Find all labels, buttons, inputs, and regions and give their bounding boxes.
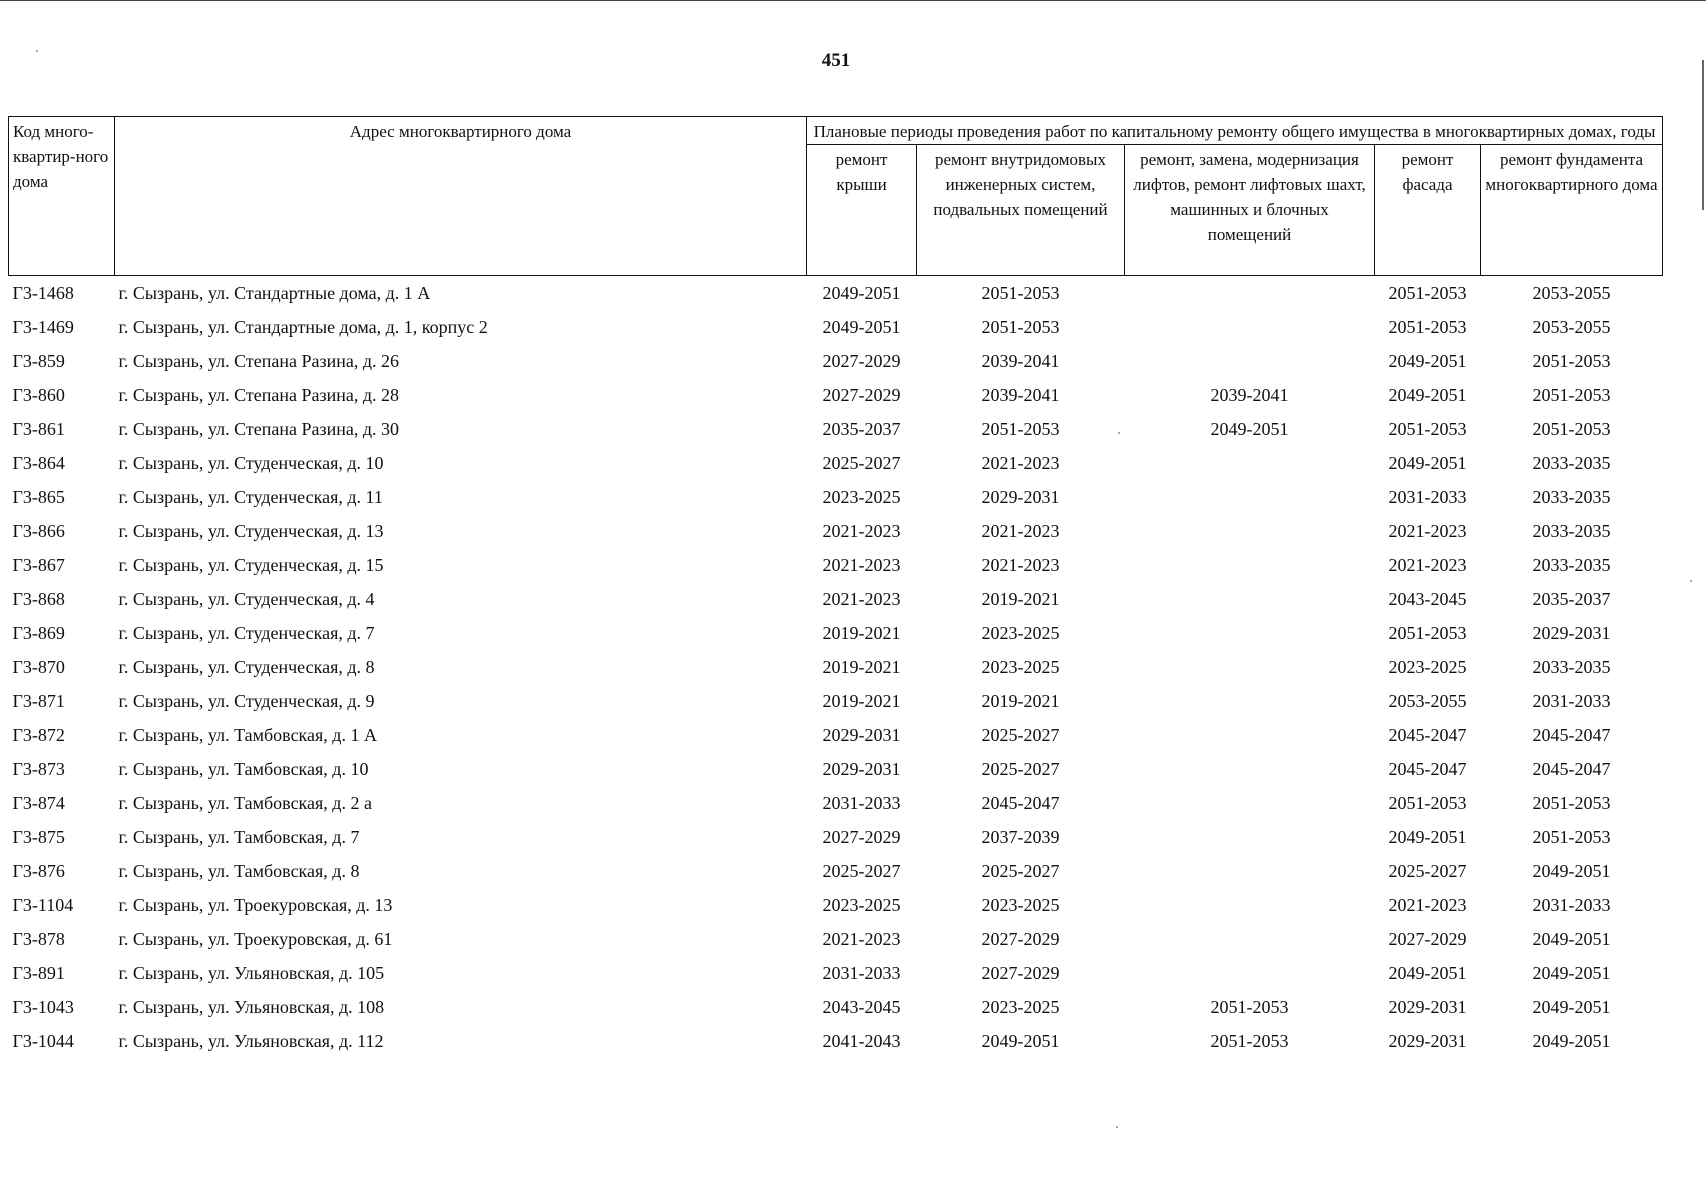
table-row [9, 446, 1663, 480]
cell-foundation: 2029-2031 [1532, 622, 1611, 643]
cell-code: Г3-878 [12, 928, 65, 949]
page-number: 451 [821, 50, 851, 71]
cell-facade: 2049-2051 [1388, 452, 1467, 473]
cell-facade: 2025-2027 [1388, 860, 1467, 881]
cell-engineering: 2021-2023 [981, 520, 1060, 541]
table-row [9, 820, 1663, 854]
cell-facade: 2051-2053 [1388, 792, 1467, 813]
cell-code: Г3-870 [12, 656, 65, 677]
cell-roof: 2043-2045 [822, 996, 901, 1017]
cell-address: г. Сызрань, ул. Студенческая, д. 11 [118, 486, 383, 507]
cell-lifts [1125, 514, 1375, 548]
cell-code: Г3-869 [12, 622, 65, 643]
cell-facade: 2051-2053 [1388, 316, 1467, 337]
header-facade: ремонт фасада [1375, 145, 1481, 276]
cell-code: Г3-873 [12, 758, 65, 779]
cell-roof: 2021-2023 [822, 554, 901, 575]
cell-engineering: 2023-2025 [981, 622, 1060, 643]
table-row [9, 276, 1663, 311]
cell-lifts [1125, 616, 1375, 650]
cell-facade: 2029-2031 [1388, 996, 1467, 1017]
cell-engineering: 2021-2023 [981, 452, 1060, 473]
cell-lifts [1125, 956, 1375, 990]
table-row [9, 310, 1663, 344]
table-row [9, 616, 1663, 650]
cell-facade: 2049-2051 [1388, 826, 1467, 847]
cell-address: г. Сызрань, ул. Студенческая, д. 10 [118, 452, 384, 473]
cell-roof: 2025-2027 [822, 860, 901, 881]
cell-facade: 2021-2023 [1388, 894, 1467, 915]
cell-address: г. Сызрань, ул. Студенческая, д. 8 [118, 656, 375, 677]
cell-foundation: 2049-2051 [1532, 996, 1611, 1017]
cell-foundation: 2053-2055 [1532, 282, 1611, 303]
cell-roof: 2049-2051 [822, 316, 901, 337]
cell-engineering: 2023-2025 [981, 894, 1060, 915]
cell-lifts: 2039-2041 [1210, 384, 1289, 405]
table-row [9, 718, 1663, 752]
cell-foundation: 2051-2053 [1532, 418, 1611, 439]
cell-address: г. Сызрань, ул. Ульяновская, д. 105 [118, 962, 385, 983]
cell-roof: 2027-2029 [822, 826, 901, 847]
cell-foundation: 2049-2051 [1532, 928, 1611, 949]
cell-foundation: 2053-2055 [1532, 316, 1611, 337]
cell-roof: 2019-2021 [822, 622, 901, 643]
cell-lifts: 2051-2053 [1210, 996, 1289, 1017]
cell-foundation: 2051-2053 [1532, 792, 1611, 813]
cell-engineering: 2021-2023 [981, 554, 1060, 575]
cell-engineering: 2045-2047 [981, 792, 1060, 813]
cell-code: Г3-1469 [12, 316, 74, 337]
cell-code: Г3-1104 [12, 894, 74, 915]
header-roof: ремонт крыши [807, 145, 917, 276]
table-row [9, 752, 1663, 786]
scan-speck [1690, 580, 1692, 582]
cell-facade: 2045-2047 [1388, 724, 1467, 745]
cell-code: Г3-859 [12, 350, 65, 371]
cell-facade: 2027-2029 [1388, 928, 1467, 949]
cell-address: г. Сызрань, ул. Студенческая, д. 15 [118, 554, 384, 575]
cell-code: Г3-860 [12, 384, 65, 405]
cell-engineering: 2049-2051 [981, 1030, 1060, 1051]
table-row [9, 412, 1663, 446]
table-row [9, 1024, 1663, 1058]
cell-roof: 2021-2023 [822, 520, 901, 541]
cell-foundation: 2051-2053 [1532, 350, 1611, 371]
table-row [9, 480, 1663, 514]
cell-lifts [1125, 446, 1375, 480]
cell-address: г. Сызрань, ул. Степана Разина, д. 30 [118, 418, 399, 439]
table-row [9, 344, 1663, 378]
header-address: Адрес многоквартирного дома [115, 117, 807, 276]
cell-roof: 2023-2025 [822, 486, 901, 507]
table-row [9, 956, 1663, 990]
cell-address: г. Сызрань, ул. Ульяновская, д. 112 [118, 1030, 384, 1051]
header-foundation: ремонт фундамента многоквартирного дома [1481, 145, 1663, 276]
cell-facade: 2053-2055 [1388, 690, 1467, 711]
cell-lifts [1125, 854, 1375, 888]
cell-foundation: 2033-2035 [1532, 452, 1611, 473]
top-edge-line [0, 0, 1706, 1]
cell-address: г. Сызрань, ул. Ульяновская, д. 108 [118, 996, 385, 1017]
cell-roof: 2029-2031 [822, 758, 901, 779]
cell-facade: 2029-2031 [1388, 1030, 1467, 1051]
cell-roof: 2025-2027 [822, 452, 901, 473]
table-row [9, 888, 1663, 922]
cell-address: г. Сызрань, ул. Тамбовская, д. 1 А [118, 724, 377, 745]
cell-foundation: 2045-2047 [1532, 724, 1611, 745]
cell-roof: 2029-2031 [822, 724, 901, 745]
cell-foundation: 2051-2053 [1532, 384, 1611, 405]
cell-lifts [1125, 888, 1375, 922]
cell-lifts [1125, 718, 1375, 752]
cell-lifts [1125, 480, 1375, 514]
cell-foundation: 2049-2051 [1532, 962, 1611, 983]
header-code: Код много-квартир-ного дома [9, 117, 115, 276]
cell-lifts [1125, 820, 1375, 854]
cell-code: Г3-867 [12, 554, 65, 575]
cell-engineering: 2027-2029 [981, 928, 1060, 949]
header-engineering: ремонт внутридомовых инженерных систем, подвальных помещений [917, 145, 1125, 276]
cell-facade: 2021-2023 [1388, 554, 1467, 575]
cell-code: Г3-875 [12, 826, 65, 847]
cell-foundation: 2033-2035 [1532, 486, 1611, 507]
scan-speck [36, 50, 38, 52]
cell-engineering: 2023-2025 [981, 656, 1060, 677]
cell-roof: 2041-2043 [822, 1030, 901, 1051]
cell-facade: 2031-2033 [1388, 486, 1467, 507]
cell-roof: 2019-2021 [822, 690, 901, 711]
cell-address: г. Сызрань, ул. Тамбовская, д. 7 [118, 826, 360, 847]
cell-facade: 2049-2051 [1388, 384, 1467, 405]
cell-roof: 2021-2023 [822, 588, 901, 609]
cell-foundation: 2033-2035 [1532, 656, 1611, 677]
cell-engineering: 2029-2031 [981, 486, 1060, 507]
cell-foundation: 2035-2037 [1532, 588, 1611, 609]
cell-facade: 2045-2047 [1388, 758, 1467, 779]
cell-lifts [1125, 582, 1375, 616]
cell-foundation: 2045-2047 [1532, 758, 1611, 779]
cell-facade: 2051-2053 [1388, 282, 1467, 303]
cell-code: Г3-865 [12, 486, 65, 507]
cell-code: Г3-866 [12, 520, 65, 541]
cell-engineering: 2019-2021 [981, 588, 1060, 609]
table-row [9, 684, 1663, 718]
cell-lifts [1125, 922, 1375, 956]
table-body [9, 276, 1663, 1059]
cell-code: Г3-1043 [12, 996, 74, 1017]
cell-address: г. Сызрань, ул. Студенческая, д. 13 [118, 520, 384, 541]
cell-code: Г3-864 [12, 452, 65, 473]
cell-address: г. Сызрань, ул. Тамбовская, д. 8 [118, 860, 360, 881]
cell-address: г. Сызрань, ул. Стандартные дома, д. 1, корпус 2 [118, 316, 488, 337]
cell-engineering: 2027-2029 [981, 962, 1060, 983]
cell-lifts [1125, 548, 1375, 582]
header-lifts: ремонт, замена, модернизация лифтов, ремонт лифтовых шахт, машинных и блочных помещений [1125, 145, 1375, 276]
cell-address: г. Сызрань, ул. Студенческая, д. 4 [118, 588, 375, 609]
table-row [9, 650, 1663, 684]
cell-lifts [1125, 650, 1375, 684]
table-row [9, 378, 1663, 412]
cell-engineering: 2039-2041 [981, 384, 1060, 405]
table-row [9, 922, 1663, 956]
table-row [9, 854, 1663, 888]
cell-foundation: 2033-2035 [1532, 520, 1611, 541]
cell-facade: 2049-2051 [1388, 350, 1467, 371]
cell-address: г. Сызрань, ул. Степана Разина, д. 28 [118, 384, 399, 405]
cell-roof: 2035-2037 [822, 418, 901, 439]
right-edge-line [1702, 60, 1704, 210]
cell-roof: 2031-2033 [822, 792, 901, 813]
cell-address: г. Сызрань, ул. Тамбовская, д. 2 а [118, 792, 372, 813]
cell-code: Г3-872 [12, 724, 65, 745]
cell-engineering: 2025-2027 [981, 758, 1060, 779]
cell-lifts [1125, 684, 1375, 718]
cell-lifts [1125, 786, 1375, 820]
cell-address: г. Сызрань, ул. Студенческая, д. 7 [118, 622, 375, 643]
cell-lifts: 2051-2053 [1210, 1030, 1289, 1051]
cell-roof: 2019-2021 [822, 656, 901, 677]
cell-engineering: 2037-2039 [981, 826, 1060, 847]
cell-engineering: 2051-2053 [981, 282, 1060, 303]
scan-speck [1118, 432, 1120, 434]
cell-engineering: 2025-2027 [981, 724, 1060, 745]
cell-code: Г3-1044 [12, 1030, 74, 1051]
cell-foundation: 2033-2035 [1532, 554, 1611, 575]
cell-lifts [1125, 310, 1375, 344]
repair-schedule-table [8, 116, 1663, 1058]
cell-address: г. Сызрань, ул. Тамбовская, д. 10 [118, 758, 369, 779]
cell-engineering: 2025-2027 [981, 860, 1060, 881]
cell-code: Г3-891 [12, 962, 65, 983]
cell-lifts [1125, 276, 1375, 311]
table-row [9, 548, 1663, 582]
cell-code: Г3-868 [12, 588, 65, 609]
cell-roof: 2021-2023 [822, 928, 901, 949]
cell-code: Г3-861 [12, 418, 65, 439]
cell-facade: 2021-2023 [1388, 520, 1467, 541]
cell-code: Г3-874 [12, 792, 65, 813]
cell-roof: 2031-2033 [822, 962, 901, 983]
cell-roof: 2049-2051 [822, 282, 901, 303]
cell-foundation: 2031-2033 [1532, 690, 1611, 711]
cell-roof: 2027-2029 [822, 350, 901, 371]
table-row [9, 582, 1663, 616]
cell-facade: 2043-2045 [1388, 588, 1467, 609]
cell-engineering: 2023-2025 [981, 996, 1060, 1017]
cell-code: Г3-876 [12, 860, 65, 881]
cell-engineering: 2051-2053 [981, 316, 1060, 337]
cell-engineering: 2039-2041 [981, 350, 1060, 371]
table-row [9, 514, 1663, 548]
cell-address: г. Сызрань, ул. Студенческая, д. 9 [118, 690, 375, 711]
cell-foundation: 2049-2051 [1532, 1030, 1611, 1051]
cell-roof: 2023-2025 [822, 894, 901, 915]
cell-lifts [1125, 752, 1375, 786]
cell-address: г. Сызрань, ул. Троекуровская, д. 13 [118, 894, 393, 915]
cell-lifts: 2049-2051 [1210, 418, 1289, 439]
cell-lifts [1125, 344, 1375, 378]
cell-foundation: 2031-2033 [1532, 894, 1611, 915]
header-periods: Плановые периоды проведения работ по капитальному ремонту общего имущества в многоквартирных домах, годы [807, 117, 1663, 145]
cell-facade: 2023-2025 [1388, 656, 1467, 677]
cell-engineering: 2051-2053 [981, 418, 1060, 439]
cell-foundation: 2049-2051 [1532, 860, 1611, 881]
cell-facade: 2051-2053 [1388, 418, 1467, 439]
cell-engineering: 2019-2021 [981, 690, 1060, 711]
cell-roof: 2027-2029 [822, 384, 901, 405]
cell-facade: 2051-2053 [1388, 622, 1467, 643]
scan-speck [1116, 1126, 1118, 1128]
cell-code: Г3-1468 [12, 282, 74, 303]
table-row [9, 786, 1663, 820]
cell-foundation: 2051-2053 [1532, 826, 1611, 847]
cell-facade: 2049-2051 [1388, 962, 1467, 983]
cell-address: г. Сызрань, ул. Троекуровская, д. 61 [118, 928, 393, 949]
table-row [9, 990, 1663, 1024]
cell-address: г. Сызрань, ул. Степана Разина, д. 26 [118, 350, 399, 371]
cell-code: Г3-871 [12, 690, 65, 711]
cell-address: г. Сызрань, ул. Стандартные дома, д. 1 А [118, 282, 431, 303]
